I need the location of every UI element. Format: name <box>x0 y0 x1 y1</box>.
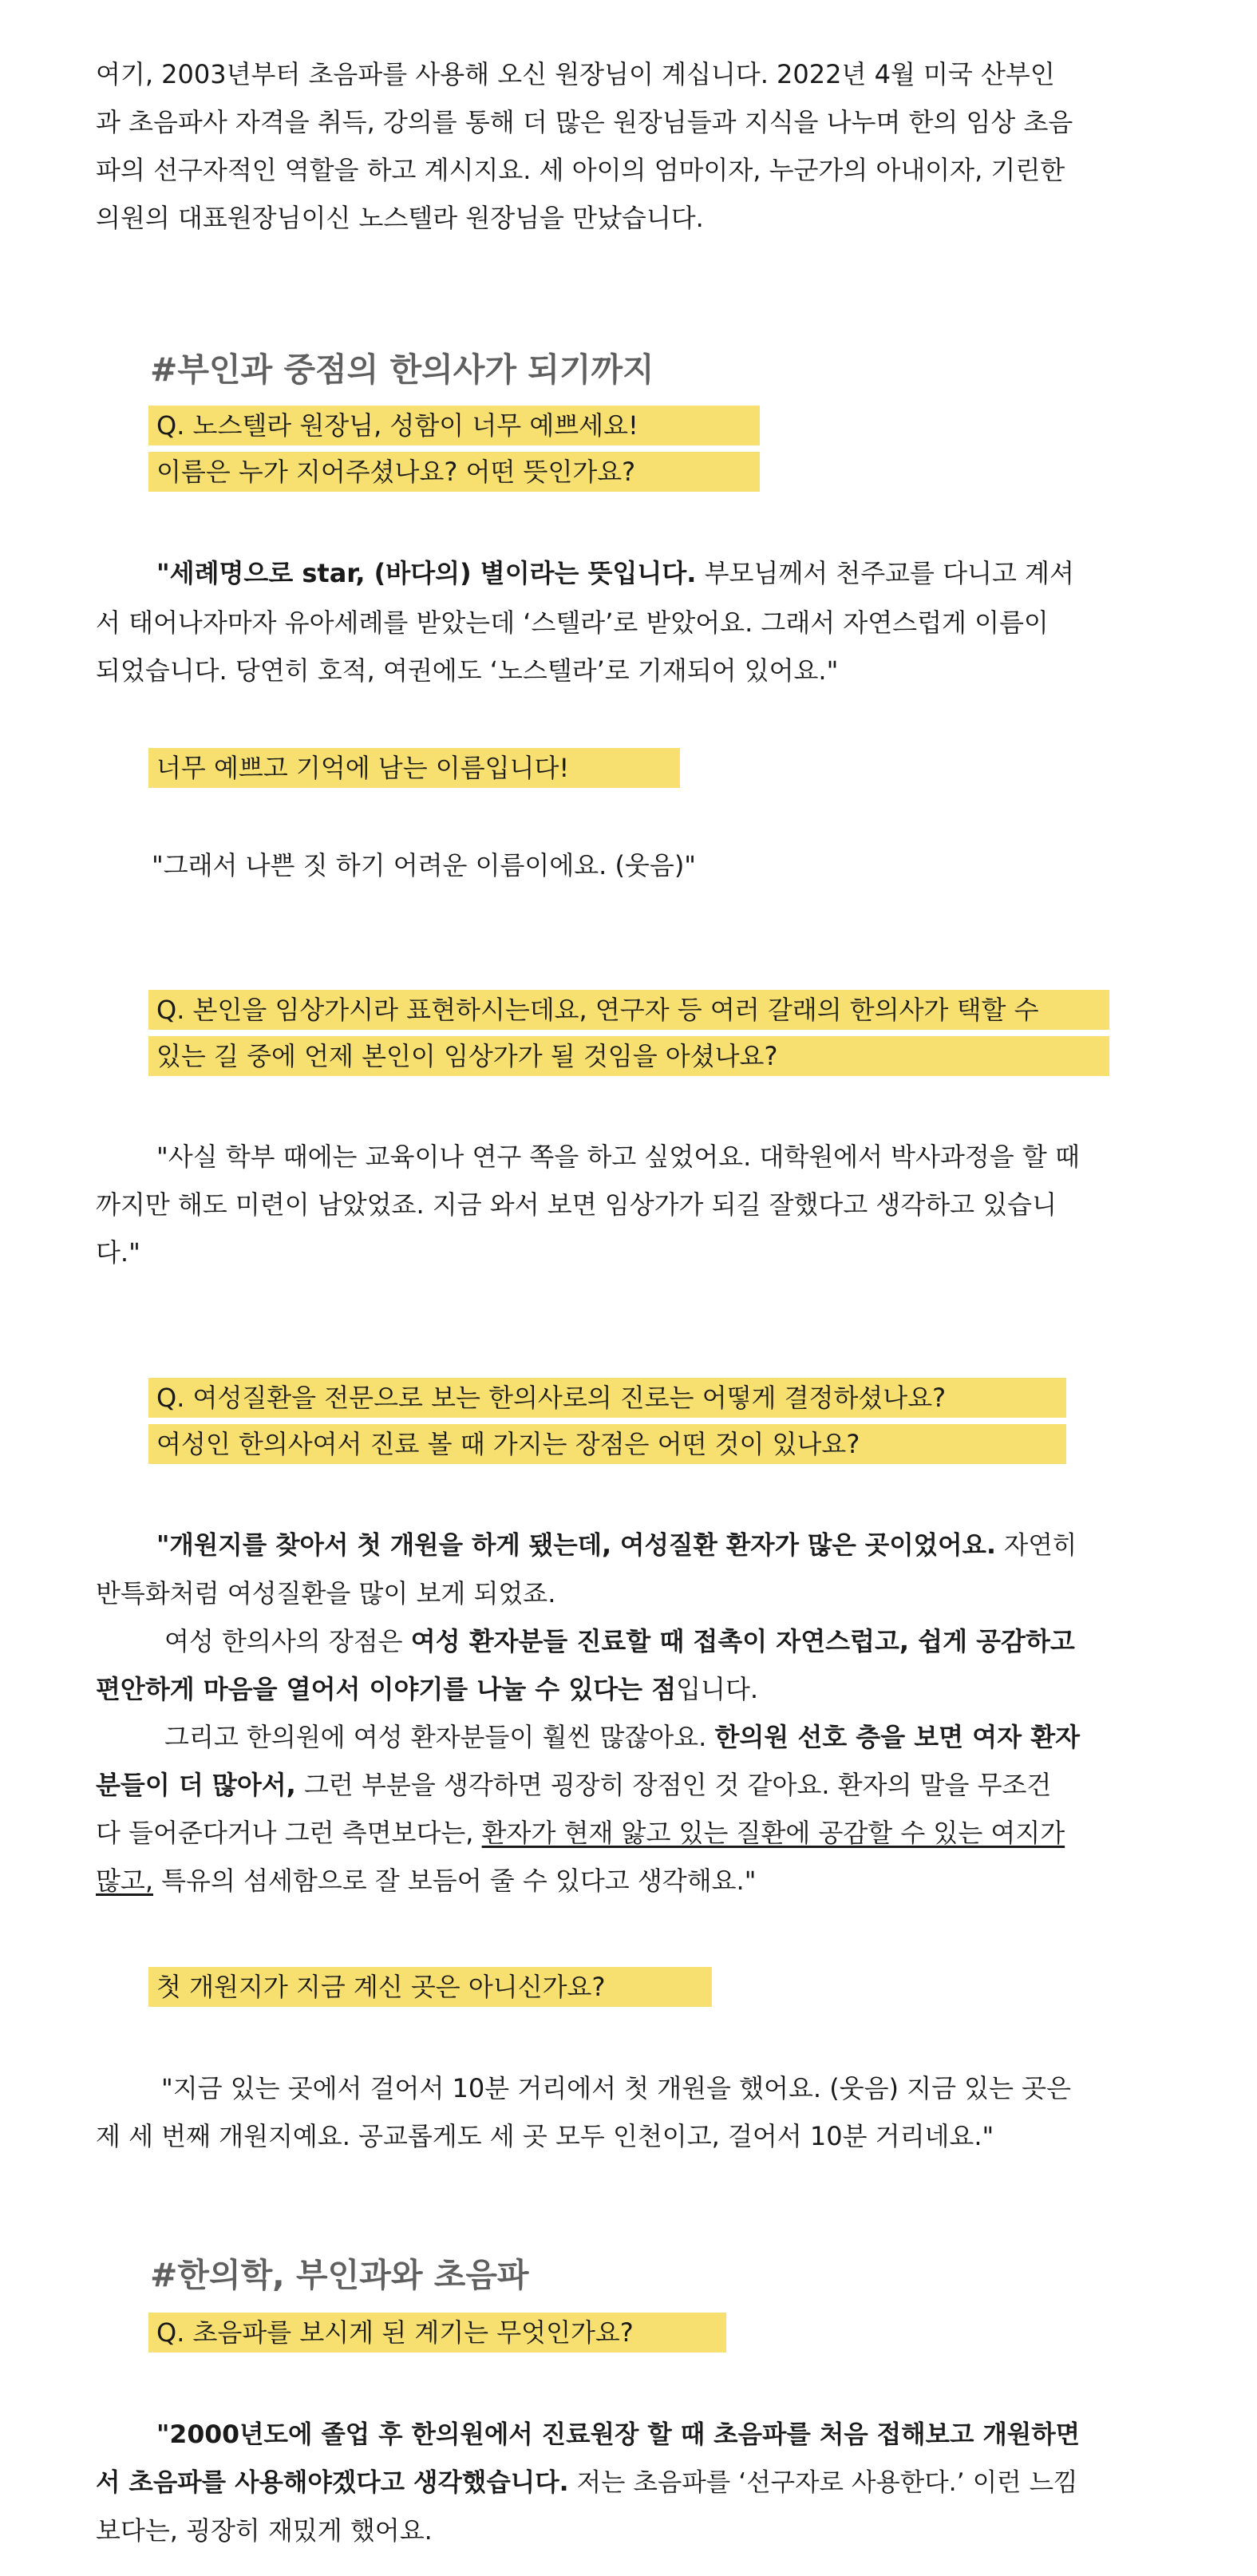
answer-line: 제 세 번째 개원지예요. 공교롭게도 세 곳 모두 인천이고, 걸어서 10분 거리네요." <box>96 2121 994 2151</box>
answer-line <box>164 1713 1080 1761</box>
question-line: Q. 노스텔라 원장님, 성함이 너무 예쁘세요! <box>156 410 638 441</box>
intro-line-2: 과 초음파사 자격을 취득, 강의를 통해 더 많은 원장님들과 지식을 나누며 한의 임상 초음 <box>96 107 1073 137</box>
question-line: Q. 여성질환을 전문으로 보는 한의사로의 진로는 어떻게 결정하셨나요? <box>156 1383 947 1413</box>
answer-emphasis: 서 초음파를 사용해야겠다고 생각했습니다. <box>96 2468 569 2497</box>
answer-line <box>164 1617 1075 1665</box>
answer-text: 특유의 섬세함으로 잘 보듬어 줄 수 있다고 생각해요." <box>153 1866 757 1896</box>
answer-text: 그리고 한의원에 여성 환자분들이 훨씬 많잖아요. <box>164 1722 715 1752</box>
question-line: 너무 예쁘고 기억에 남는 이름입니다! <box>156 753 570 783</box>
answer-line <box>96 1857 756 1905</box>
answer-text: 자연히 <box>995 1531 1077 1560</box>
answer-line: "사실 학부 때에는 교육이나 연구 쪽을 하고 싶었어요. 대학원에서 박사과정을 할 때 <box>156 1142 1080 1172</box>
answer-text: 입니다. <box>676 1674 759 1704</box>
answer-line <box>96 1665 758 1713</box>
question-line: 이름은 누가 지어주셨나요? 어떤 뜻인가요? <box>156 457 636 487</box>
answer-emphasis: 편안하게 마음을 열어서 이야기를 나눌 수 있다는 점 <box>96 1674 677 1704</box>
answer-text: 저는 초음파를 ‘선구자로 사용한다.’ 이런 느낌 <box>568 2468 1078 2497</box>
answer-line <box>156 2411 1080 2459</box>
answer-emphasis: "세례명으로 star, (바다의) 별이라는 뜻입니다. <box>156 558 697 588</box>
intro-line-1: 여기, 2003년부터 초음파를 사용해 오신 원장님이 계십니다. 2022년 4월 미국 산부인 <box>96 59 1055 89</box>
question-line: 첫 개원지가 지금 계신 곳은 아니신가요? <box>156 1972 606 2002</box>
answer-line: 다." <box>96 1237 140 1268</box>
answer-emphasis: "2000년도에 졸업 후 한의원에서 진료원장 할 때 초음파를 처음 접해보고 개원하면 <box>156 2420 1081 2449</box>
answer-emphasis: 분들이 더 많아서, <box>96 1770 296 1800</box>
answer-line: 서 태어나자마자 유아세례를 받았는데 ‘스텔라’로 받았어요. 그래서 자연스럽게 이름이 <box>96 607 1049 638</box>
question-line: Q. 본인을 임상가시라 표현하시는데요, 연구자 등 여러 갈래의 한의사가 택할 수 <box>156 995 1039 1025</box>
answer-line <box>156 1521 1077 1569</box>
intro-line-3: 파의 선구자적인 역할을 하고 계시지요. 세 아이의 엄마이자, 누군가의 아내이자, 기린한 <box>96 155 1065 185</box>
answer-emphasis: 한의원 선호 층을 보면 여자 환자 <box>714 1722 1081 1752</box>
answer-line <box>96 2459 1077 2507</box>
answer-underline: 환자가 현재 앓고 있는 질환에 공감할 수 있는 여지가 <box>481 1818 1065 1848</box>
section-heading: #부인과 중점의 한의사가 되기까지 <box>150 350 654 389</box>
answer-line <box>96 1761 1051 1809</box>
answer-line: 보다는, 굉장히 재밌게 했어요. <box>96 2515 433 2546</box>
answer-text: 그런 부분을 생각하면 굉장히 장점인 것 같아요. 환자의 말을 무조건 <box>295 1770 1052 1800</box>
answer-text: 부모님께서 천주교를 다니고 계셔 <box>696 558 1074 588</box>
answer-line: 반특화처럼 여성질환을 많이 보게 되었죠. <box>96 1578 556 1609</box>
answer-emphasis: "개원지를 찾아서 첫 개원을 하게 됐는데, 여성질환 환자가 많은 곳이었어요. <box>156 1531 996 1560</box>
answer-line: 까지만 해도 미련이 남았었죠. 지금 와서 보면 임상가가 되길 잘했다고 생각하고 있습니 <box>96 1189 1057 1220</box>
answer-underline: 많고, <box>96 1866 153 1896</box>
answer-line: "그래서 나쁜 짓 하기 어려운 이름이에요. (웃음)" <box>152 850 697 880</box>
intro-line-4: 의원의 대표원장님이신 노스텔라 원장님을 만났습니다. <box>96 203 704 233</box>
question-line: 있는 길 중에 언제 본인이 임상가가 될 것임을 아셨나요? <box>156 1041 778 1071</box>
section-heading: #한의학, 부인과와 초음파 <box>150 2256 529 2294</box>
answer-line: "지금 있는 곳에서 걸어서 10분 거리에서 첫 개원을 했어요. (웃음) 지금 있는 곳은 <box>161 2073 1072 2103</box>
answer-line: 되었습니다. 당연히 호적, 여권에도 ‘노스텔라’로 기재되어 있어요." <box>96 655 839 686</box>
answer-line <box>96 1809 1065 1857</box>
answer-line <box>156 549 1074 597</box>
question-line: Q. 초음파를 보시게 된 계기는 무엇인가요? <box>156 2317 634 2348</box>
answer-emphasis: 여성 환자분들 진료할 때 접촉이 자연스럽고, 쉽게 공감하고 <box>410 1626 1075 1656</box>
answer-text: 다 들어준다거나 그런 측면보다는, <box>96 1818 482 1848</box>
answer-text: 여성 한의사의 장점은 <box>164 1626 411 1656</box>
question-line: 여성인 한의사여서 진료 볼 때 가지는 장점은 어떤 것이 있나요? <box>156 1429 860 1459</box>
